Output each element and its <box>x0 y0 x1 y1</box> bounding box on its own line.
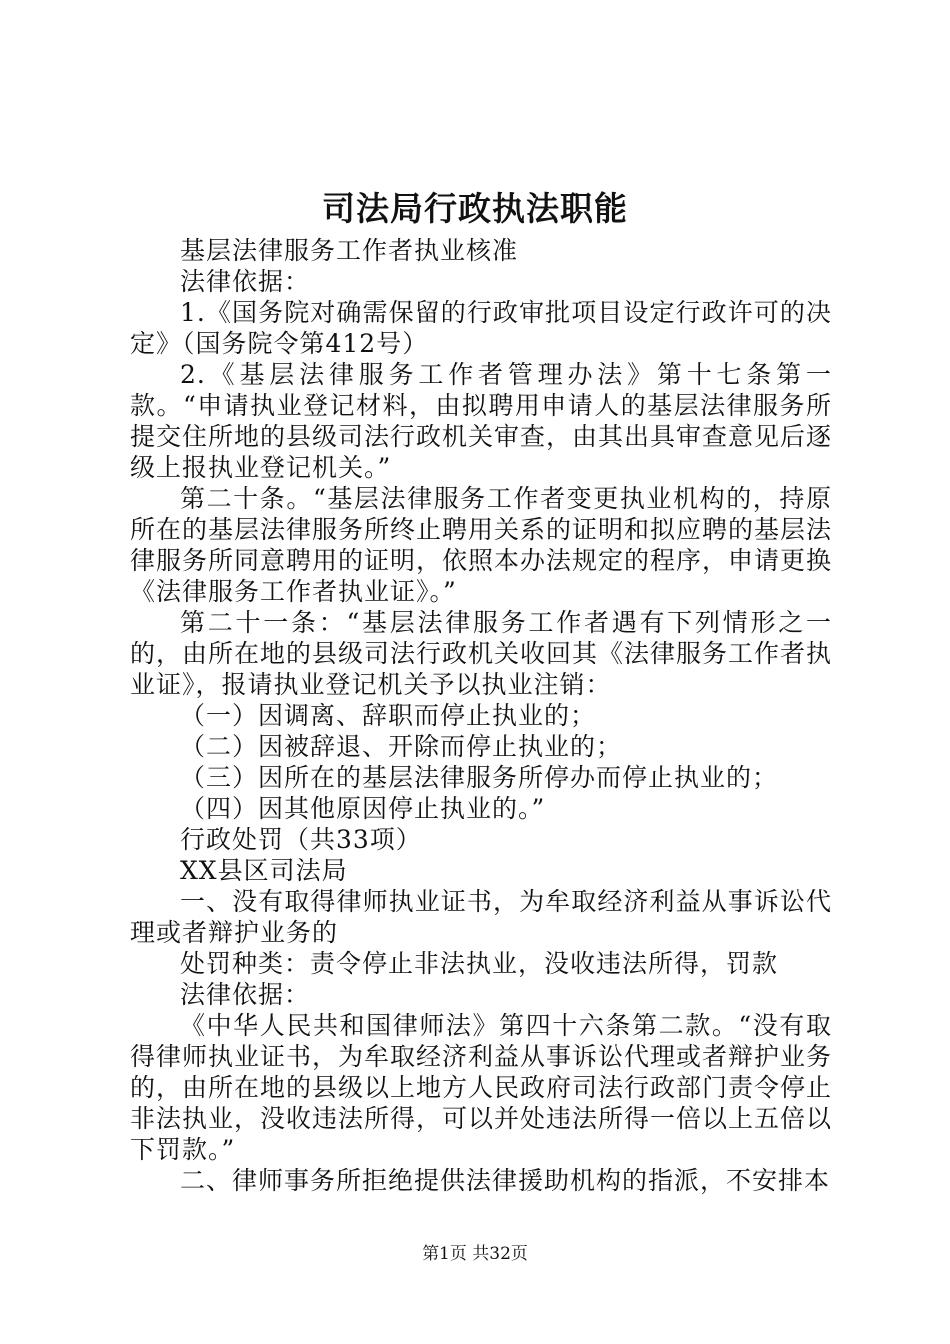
paragraph: 二、律师事务所拒绝提供法律援助机构的指派，不安排本 <box>180 1166 831 1195</box>
section-heading: 基层法律服务工作者执业核准 <box>180 236 519 265</box>
list-item: （四）因其他原因停止执业的。” <box>180 794 546 823</box>
paragraph: 1.《国务院对确需保留的行政审批项目设定行政许可的决定》（国务院令第412号） <box>130 298 832 358</box>
legal-basis-label: 法律依据： <box>180 267 311 296</box>
document-body <box>130 235 832 1196</box>
document-title: 司法局行政执法职能 <box>322 189 628 228</box>
penalty-type: 处罚种类：责令停止非法执业，没收违法所得，罚款 <box>180 949 779 978</box>
section-heading: 行政处罚（共33项） <box>180 825 422 854</box>
legal-basis-label: 法律依据： <box>180 980 311 1009</box>
page-number: 第1页 共32页 <box>422 1244 528 1264</box>
list-item: （二）因被辞退、开除而停止执业的； <box>180 732 623 761</box>
paragraph: 2.《基层法律服务工作者管理办法》第十七条第一款。“申请执业登记材料，由拟聘用申请人的基层法律服务所提交住所地的县级司法行政机关审查，由其出具审查意见后逐级上报执业登记机关。” <box>130 360 833 482</box>
list-item: （一）因调离、辞职而停止执业的； <box>180 701 597 730</box>
agency-name: XX县区司法局 <box>180 856 348 885</box>
paragraph: 一、没有取得律师执业证书，为牟取经济利益从事诉讼代理或者辩护业务的 <box>130 887 832 947</box>
paragraph: 《中华人民共和国律师法》第四十六条第二款。“没有取得律师执业证书，为牟取经济利益从事诉讼代理或者辩护业务的，由所在地的县级以上地方人民政府司法行政部门责令停止非法执业，没收违法所得，可以并处违法所得一倍以上五倍以下罚款。” <box>130 1011 833 1164</box>
paragraph: 第二十一条：“基层法律服务工作者遇有下列情形之一的，由所在地的县级司法行政机关收回其《法律服务工作者执业证》，报请执业登记机关予以执业注销： <box>130 608 833 699</box>
list-item: （三）因所在的基层法律服务所停办而停止执业的； <box>180 763 779 792</box>
paragraph: 第二十条。“基层法律服务工作者变更执业机构的，持原所在的基层法律服务所终止聘用关系的证明和拟应聘的基层法律服务所同意聘用的证明，依照本办法规定的程序，申请更换《法律服务工作者执业证》。” <box>130 484 833 606</box>
